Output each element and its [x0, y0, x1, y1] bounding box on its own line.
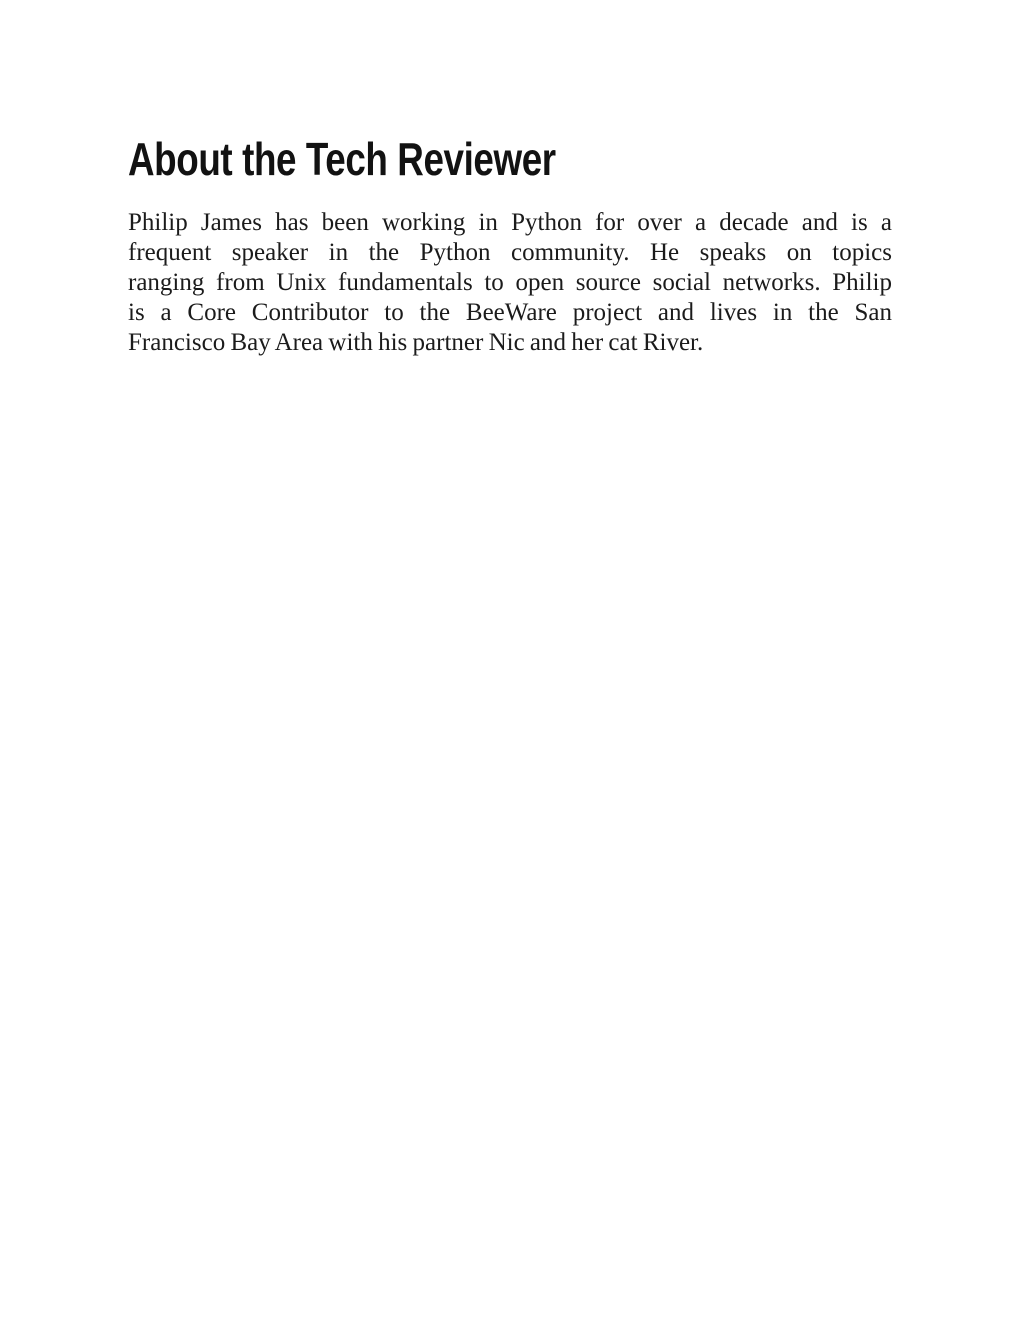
page-content: [128, 133, 892, 358]
page-title: About the Tech Reviewer: [128, 133, 556, 185]
about-paragraph: [128, 208, 892, 358]
paragraph-line: frequent speaker in the Python community. He speaks on topics: [128, 239, 892, 266]
paragraph-line: Philip James has been working in Python for over a decade and is a: [128, 209, 892, 236]
paragraph-line: Francisco Bay Area with his partner Nic and her cat River.: [128, 329, 704, 356]
paragraph-line: ranging from Unix fundamentals to open source social networks. Philip: [128, 269, 892, 296]
paragraph-line: is a Core Contributor to the BeeWare project and lives in the San: [128, 299, 892, 326]
